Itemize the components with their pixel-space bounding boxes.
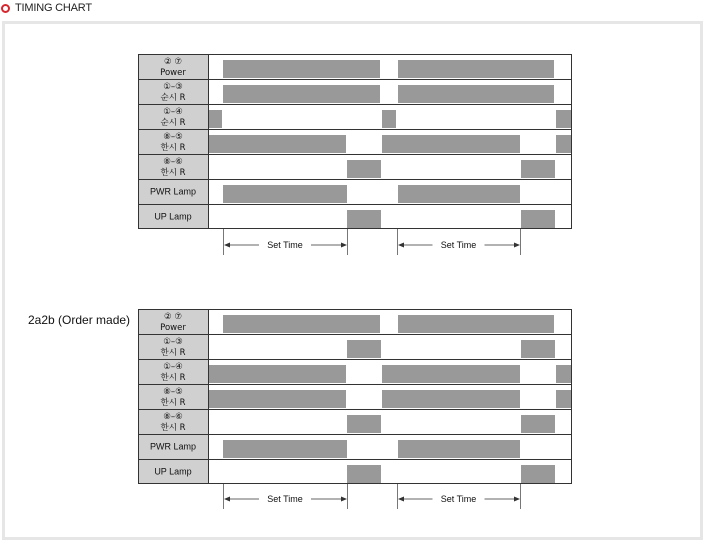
pulse-bar <box>223 185 347 203</box>
pulse-bar <box>521 340 555 358</box>
pulse-bar <box>382 365 520 383</box>
arrow-left-icon <box>398 497 404 502</box>
row-label-name: 한시 R <box>160 143 186 153</box>
row-label-name: UP Lamp <box>154 466 192 477</box>
row-label-name: PWR Lamp <box>149 186 197 197</box>
arrow-left-icon <box>224 497 230 502</box>
set-time-label: Set Time <box>267 240 303 250</box>
pulse-bar <box>521 210 555 228</box>
row-label-pins: ② ⑦ <box>164 312 182 322</box>
pulse-bar <box>382 135 520 153</box>
pulse-bar <box>398 85 554 103</box>
arrow-left-icon <box>224 243 230 248</box>
pulse-bar <box>347 465 381 483</box>
row-label-pins: ①–③ <box>163 82 183 92</box>
pulse-bar <box>223 85 380 103</box>
row-label-pins: ⑧–⑥ <box>163 412 183 422</box>
row-label-name: 한시 R <box>160 423 186 433</box>
row-label-pins: ①–③ <box>163 337 183 347</box>
set-time-label: Set Time <box>440 240 477 250</box>
pulse-bar <box>521 415 555 433</box>
row-label-pins: ② ⑦ <box>164 57 182 67</box>
arrow-right-icon <box>341 243 347 248</box>
pulse-bar <box>208 365 346 383</box>
row-label-pins: ⑧–⑤ <box>163 132 183 142</box>
pulse-bar <box>382 110 396 128</box>
pulse-bar <box>556 110 571 128</box>
row-label-name: PWR Lamp <box>149 441 197 452</box>
arrow-left-icon <box>398 243 404 248</box>
pulse-bar <box>398 440 520 458</box>
pulse-bar <box>556 365 571 383</box>
pulse-bar <box>347 340 381 358</box>
row-label-name: Power <box>160 68 186 78</box>
pulse-bar <box>398 185 520 203</box>
pulse-bar <box>556 135 571 153</box>
pulse-bar <box>382 390 520 408</box>
row-label-name: UP Lamp <box>154 211 192 222</box>
row-label-pins: ①–④ <box>163 107 183 117</box>
pulse-bar <box>347 160 381 178</box>
page-title: TIMING CHART <box>15 2 92 14</box>
pulse-bar <box>208 390 346 408</box>
pulse-bar <box>556 390 571 408</box>
chart-2-side-label: 2a2b (Order made) <box>28 313 131 327</box>
pulse-bar <box>223 60 380 78</box>
row-label-name: 순시 R <box>160 93 186 103</box>
set-time-label: Set Time <box>440 494 477 504</box>
row-label-pins: ①–④ <box>163 362 183 372</box>
row-label-name: 순시 R <box>160 118 186 128</box>
row-label-name: Power <box>160 323 186 333</box>
pulse-bar <box>223 315 380 333</box>
row-label-pins: ⑧–⑥ <box>163 157 183 167</box>
set-time-label: Set Time <box>267 494 303 504</box>
arrow-right-icon <box>514 497 520 502</box>
pulse-bar <box>398 60 554 78</box>
pulse-bar <box>521 465 555 483</box>
arrow-right-icon <box>514 243 520 248</box>
pulse-bar <box>398 315 554 333</box>
row-label-pins: ⑧–⑤ <box>163 387 183 397</box>
row-label-name: 한시 R <box>160 168 186 178</box>
row-label-name: 한시 R <box>160 398 186 408</box>
row-label-name: 한시 R <box>160 348 186 358</box>
pulse-bar <box>208 110 222 128</box>
pulse-bar <box>521 160 555 178</box>
pulse-bar <box>347 415 381 433</box>
arrow-right-icon <box>341 497 347 502</box>
pulse-bar <box>208 135 346 153</box>
row-label-name: 한시 R <box>160 373 186 383</box>
pulse-bar <box>347 210 381 228</box>
pulse-bar <box>223 440 347 458</box>
